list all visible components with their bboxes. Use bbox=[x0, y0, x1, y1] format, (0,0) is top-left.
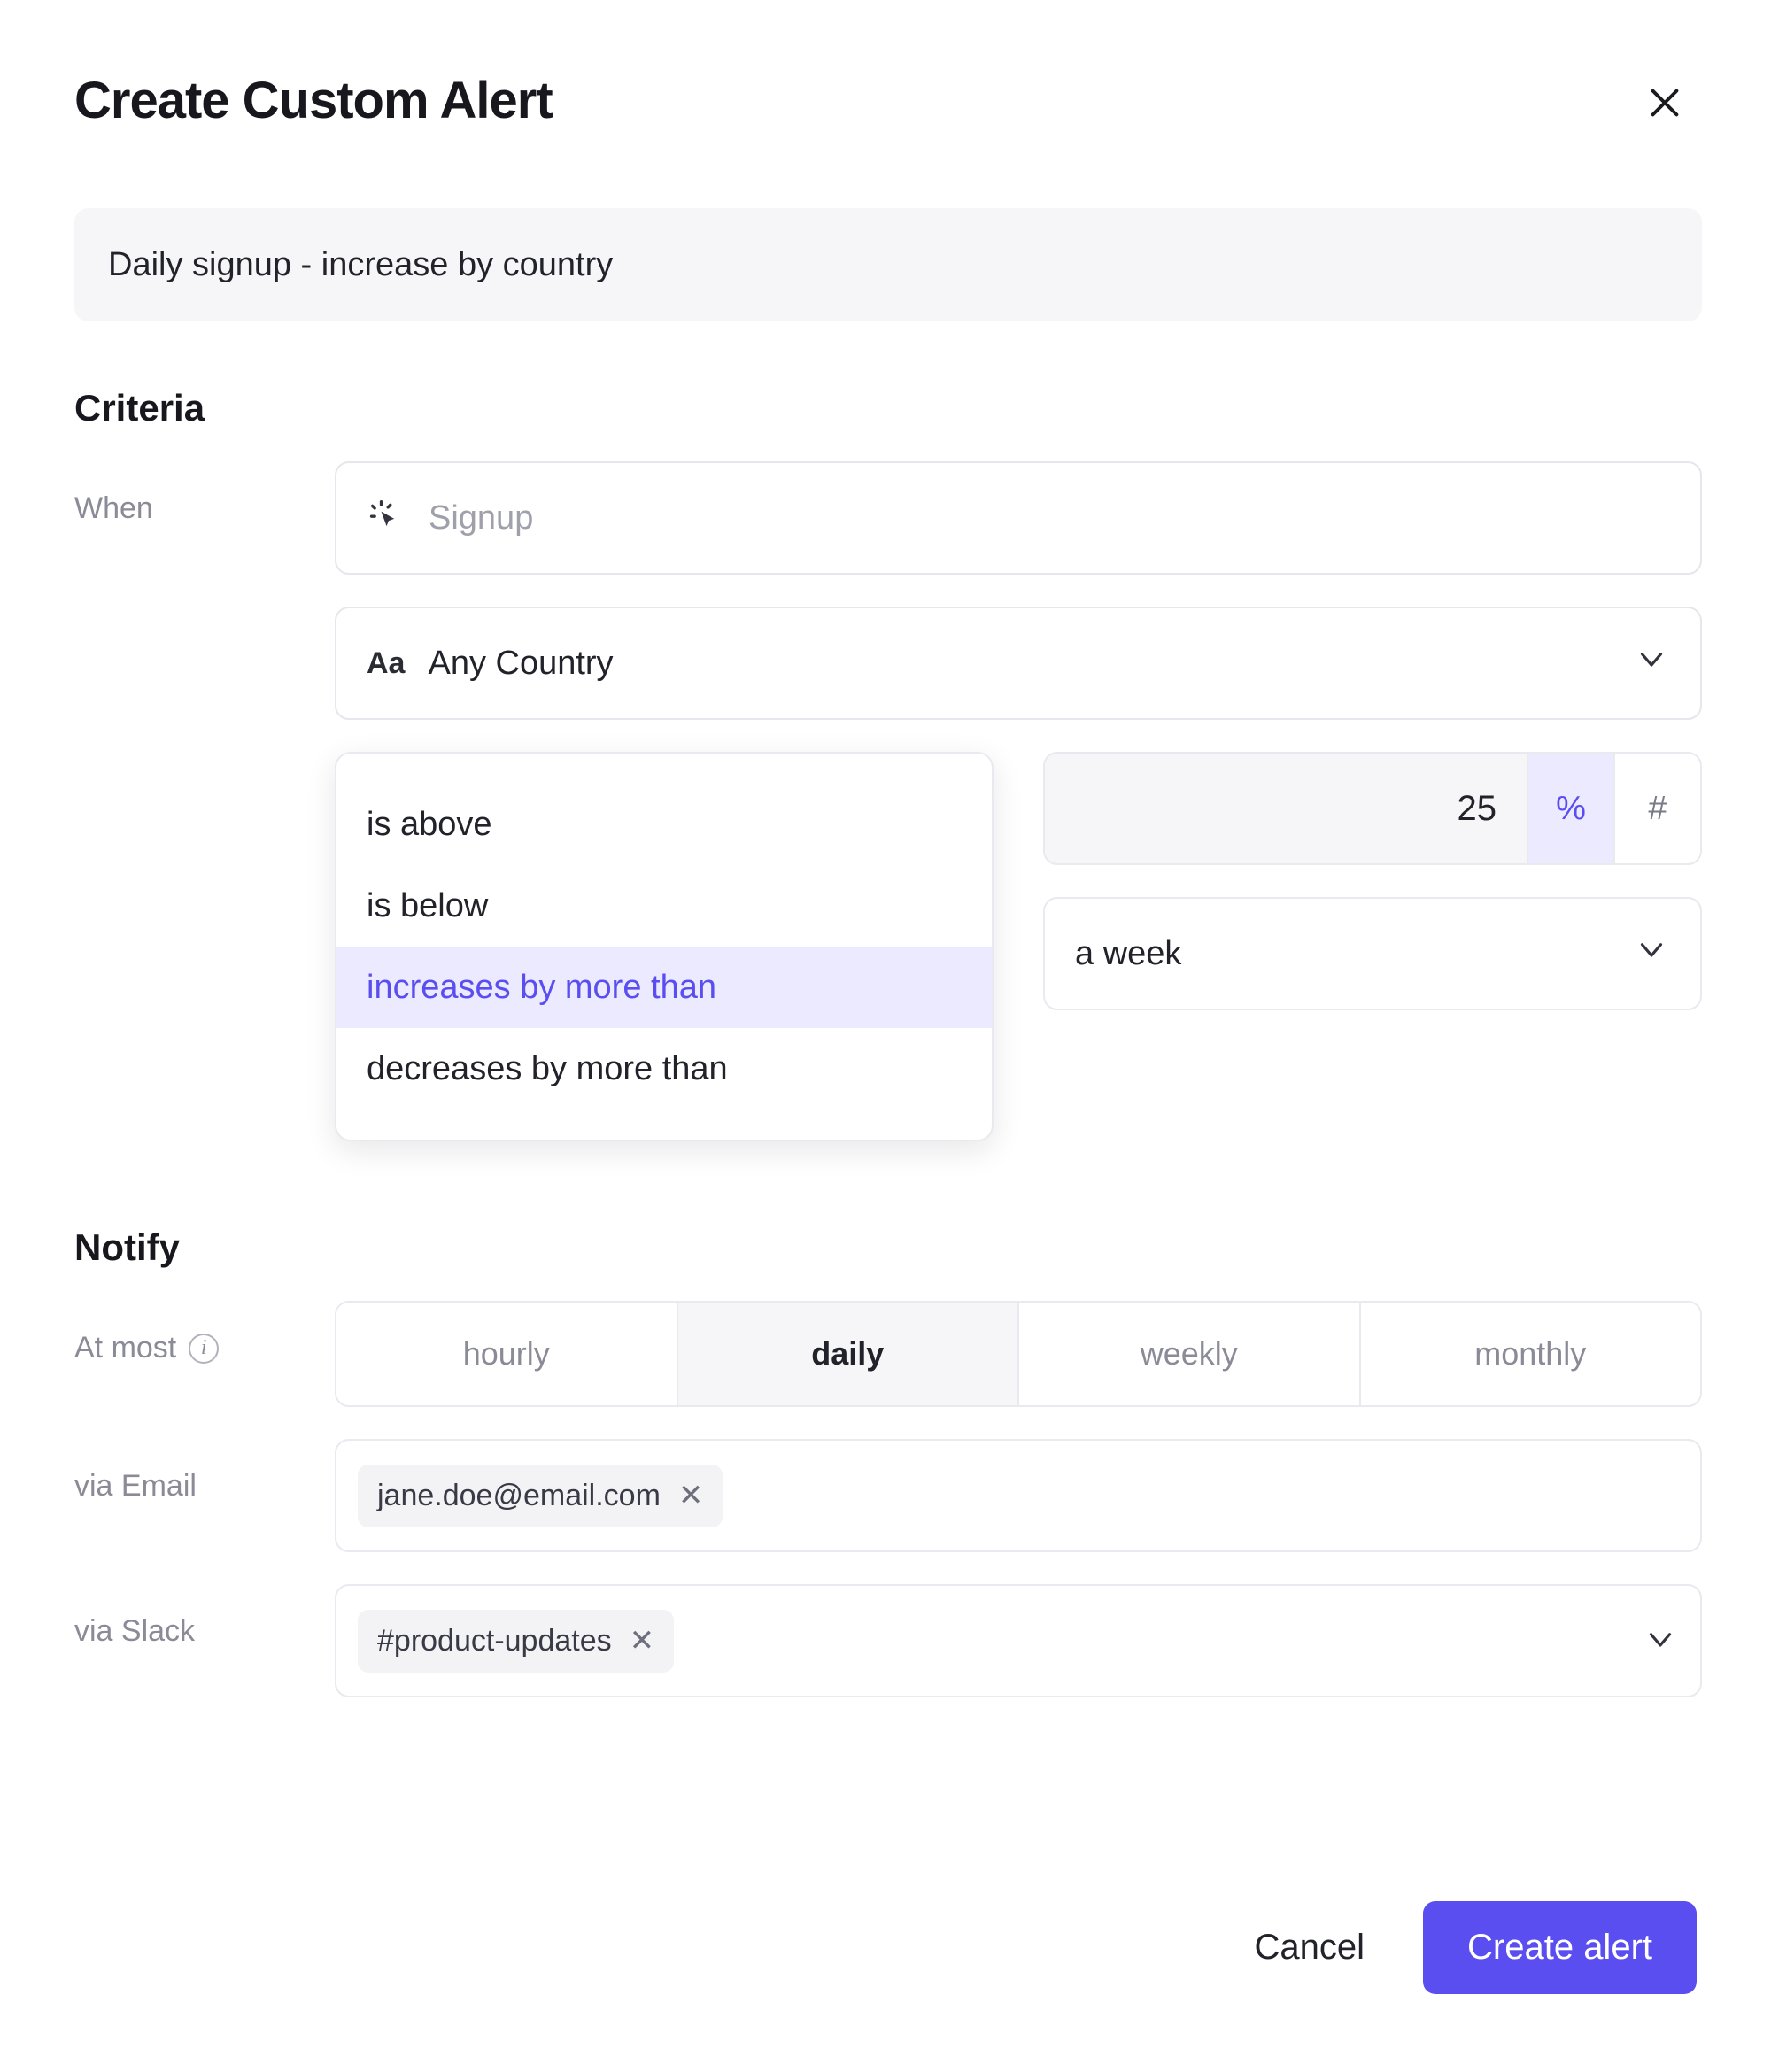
notify-heading: Notify bbox=[74, 1226, 180, 1268]
dropdown-option-is-below[interactable]: is below bbox=[367, 886, 489, 924]
threshold-group bbox=[1043, 752, 1702, 865]
create-alert-button[interactable]: Create alert bbox=[1423, 1901, 1697, 1994]
aa-text-icon: Aa bbox=[367, 646, 406, 680]
event-placeholder: Signup bbox=[429, 499, 534, 537]
slack-label: via Slack bbox=[74, 1614, 196, 1648]
dimension-value: Any Country bbox=[428, 644, 614, 682]
email-label: via Email bbox=[74, 1469, 197, 1503]
dropdown-option-decreases-by-more-than[interactable]: decreases by more than bbox=[367, 1049, 728, 1087]
when-label: When bbox=[74, 491, 153, 525]
slack-token-label: #product-updates bbox=[377, 1623, 612, 1658]
chevron-down-icon bbox=[1633, 931, 1670, 977]
when-row bbox=[74, 461, 1697, 1141]
close-icon[interactable]: ✕ bbox=[677, 1479, 704, 1512]
criteria-heading: Criteria bbox=[74, 387, 205, 429]
alert-name-input[interactable] bbox=[74, 208, 1702, 321]
info-icon[interactable]: i bbox=[189, 1334, 219, 1364]
when-controls bbox=[335, 461, 1702, 1141]
dropdown-option-increases-by-more-than[interactable]: increases by more than bbox=[336, 947, 992, 1028]
dialog-title: Create Custom Alert bbox=[74, 72, 553, 129]
slack-input[interactable] bbox=[335, 1584, 1702, 1697]
unit-count-button[interactable]: # bbox=[1613, 754, 1700, 863]
alert-name-value: Daily signup - increase by country bbox=[108, 245, 614, 283]
chevron-down-icon bbox=[1633, 640, 1670, 686]
threshold-column bbox=[1043, 752, 1702, 1141]
dialog-header bbox=[74, 53, 1697, 130]
cursor-click-icon bbox=[367, 499, 406, 537]
cancel-button[interactable]: Cancel bbox=[1254, 1928, 1365, 1967]
threshold-input[interactable]: 25 bbox=[1045, 754, 1527, 863]
chevron-down-icon[interactable] bbox=[1642, 1620, 1679, 1662]
email-row bbox=[74, 1439, 1697, 1552]
close-icon[interactable] bbox=[1638, 76, 1691, 129]
close-icon[interactable]: ✕ bbox=[629, 1624, 655, 1658]
slack-token bbox=[358, 1610, 674, 1673]
at-most-row bbox=[74, 1301, 1697, 1407]
frequency-daily[interactable]: daily bbox=[678, 1303, 1020, 1405]
comparison-dropdown[interactable] bbox=[335, 752, 994, 1141]
frequency-monthly[interactable]: monthly bbox=[1361, 1303, 1701, 1405]
slack-row bbox=[74, 1584, 1697, 1697]
email-input[interactable] bbox=[335, 1439, 1702, 1552]
dialog-footer bbox=[1246, 1901, 1698, 1994]
event-select[interactable] bbox=[335, 461, 1702, 575]
period-value: a week bbox=[1075, 934, 1182, 972]
period-select[interactable] bbox=[1043, 897, 1702, 1010]
email-token-label: jane.doe@email.com bbox=[377, 1478, 661, 1512]
dropdown-option-is-above[interactable]: is above bbox=[367, 805, 492, 843]
frequency-weekly[interactable]: weekly bbox=[1019, 1303, 1361, 1405]
frequency-hourly[interactable]: hourly bbox=[336, 1303, 678, 1405]
at-most-label bbox=[74, 1301, 335, 1365]
comparison-row bbox=[335, 752, 1702, 1141]
dimension-select[interactable] bbox=[335, 607, 1702, 720]
frequency-segmented-control bbox=[335, 1301, 1702, 1407]
unit-percent-button[interactable]: % bbox=[1527, 754, 1613, 863]
at-most-label-text: At most bbox=[74, 1331, 177, 1365]
email-token bbox=[358, 1465, 723, 1527]
